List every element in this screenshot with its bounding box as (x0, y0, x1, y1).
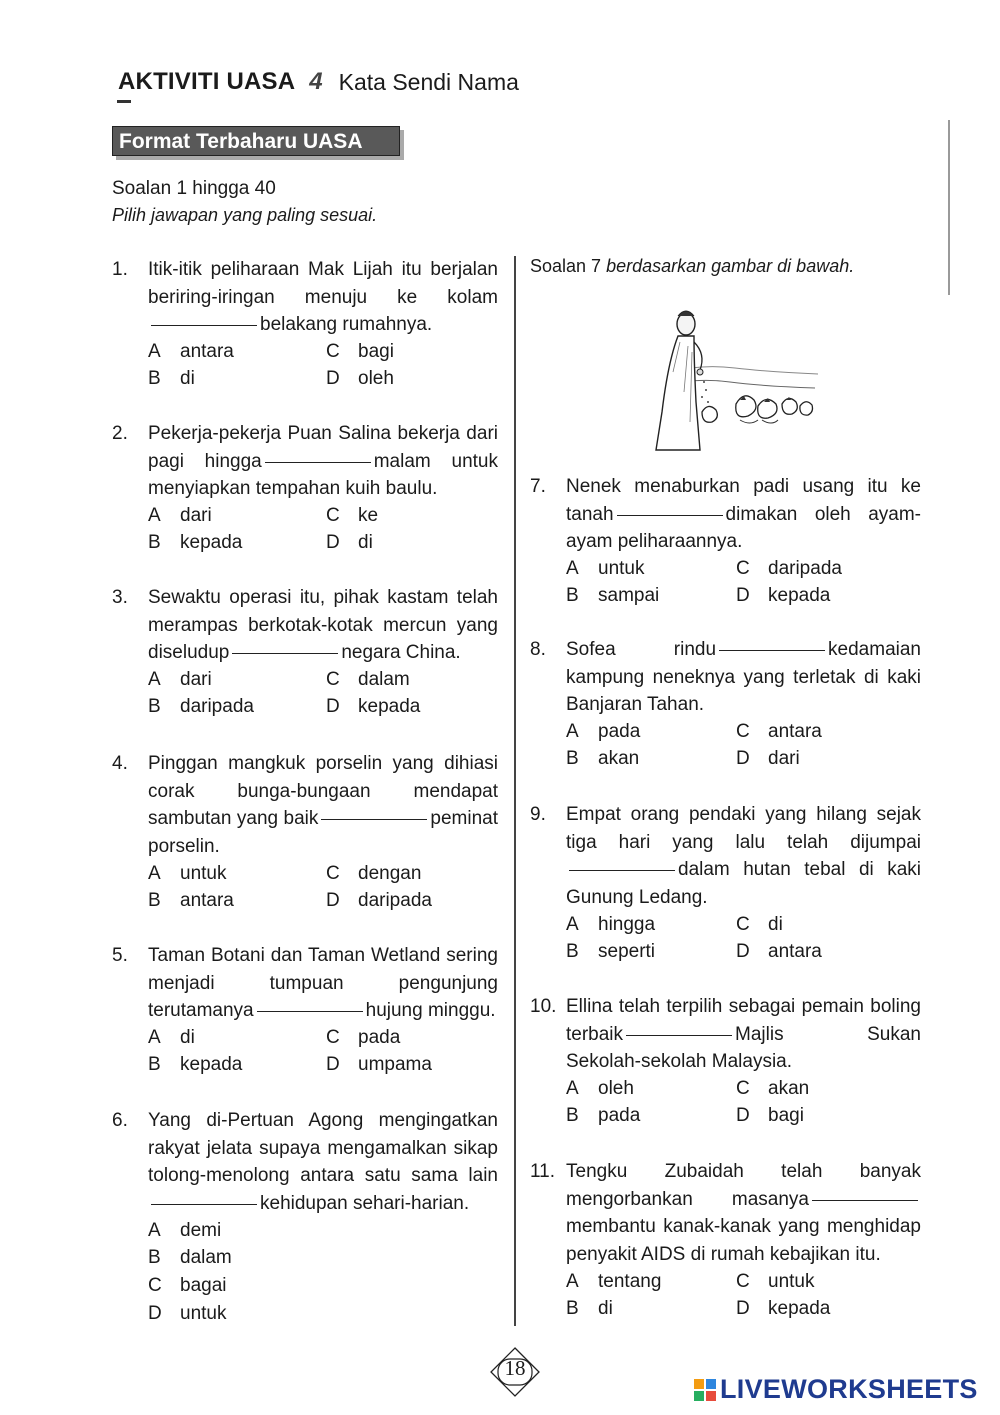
option-a[interactable]: A untuk (566, 558, 645, 579)
option-d[interactable]: D kepada (736, 585, 831, 606)
question-3 (112, 584, 512, 724)
question-text: Yang di-Pertuan Agong mengingatkan rakyat jelata supaya mengamalkan sikap tolong-menolong antara satu sama lainkehidupan sehari-harian. (148, 1110, 498, 1214)
option-d[interactable]: D umpama (326, 1054, 432, 1075)
option-d[interactable]: D daripada (326, 890, 432, 911)
option-c[interactable]: C akan (736, 1078, 810, 1099)
activity-title: AKTIVITI UASA (118, 68, 296, 95)
grandmother-feeding-chickens-illustration (640, 302, 820, 452)
option-b[interactable]: B antara (148, 890, 234, 911)
instruction-subtitle: Pilih jawapan yang paling sesuai. (112, 205, 378, 225)
option-a[interactable]: A hingga (566, 914, 656, 935)
column-divider (514, 256, 516, 1326)
option-d[interactable]: D kepada (326, 696, 421, 717)
option-d[interactable]: D bagi (736, 1105, 804, 1126)
question-number: 11. (530, 1161, 556, 1182)
option-b[interactable]: B pada (566, 1105, 641, 1126)
question-number: 6. (112, 1110, 128, 1131)
question-5 (112, 942, 512, 1082)
option-b[interactable]: B kepada (148, 532, 243, 553)
question-number: 5. (112, 945, 128, 966)
answer-blank[interactable] (626, 1034, 732, 1036)
option-c[interactable]: C dalam (326, 669, 410, 690)
option-b[interactable]: B akan (566, 748, 640, 769)
question-number: 7. (530, 476, 546, 497)
option-d[interactable]: D kepada (736, 1298, 831, 1319)
option-a[interactable]: A oleh (566, 1078, 634, 1099)
answer-blank[interactable] (257, 1010, 363, 1012)
activity-number: 4 (309, 68, 323, 95)
question-text: Sewaktu operasi itu, pihak kastam telah merampas berkotak-kotak mercun yang diseludup negara China. (148, 587, 498, 663)
question-number: 9. (530, 804, 546, 825)
question-number: 4. (112, 753, 128, 774)
answer-blank[interactable] (719, 649, 825, 651)
option-a[interactable]: A untuk (148, 863, 227, 884)
answer-blank[interactable] (569, 869, 675, 871)
option-c[interactable]: C antara (736, 721, 822, 742)
question-number: 8. (530, 639, 546, 660)
answer-blank[interactable] (265, 461, 371, 463)
question-2 (112, 420, 512, 560)
question-number: 1. (112, 259, 128, 280)
instruction-title: Soalan 1 hingga 40 (112, 178, 276, 199)
question-text: Pekerja-pekerja Puan Salina bekerja dari pagi hingga malam untuk menyiapkan tempahan kuih baulu. (148, 423, 498, 499)
question-9 (530, 801, 930, 971)
question-number: 10. (530, 996, 557, 1017)
option-c[interactable]: C di (736, 914, 783, 935)
option-d[interactable]: D di (326, 532, 373, 553)
header-dash (117, 100, 131, 103)
option-c[interactable]: C dengan (326, 863, 422, 884)
question-text: Itik-itik peliharaan Mak Lijah itu berjalan beriring-iringan menuju ke kolambelakang rumahnya. (148, 259, 498, 335)
activity-subtitle: Kata Sendi Nama (338, 68, 519, 95)
question-1 (112, 256, 512, 396)
question-10 (530, 993, 930, 1133)
option-b[interactable]: B di (148, 368, 195, 389)
option-c[interactable]: C bagi (326, 341, 394, 362)
option-c[interactable]: C bagai (148, 1275, 227, 1296)
option-a[interactable]: A dari (148, 505, 212, 526)
option-a[interactable]: A pada (566, 721, 641, 742)
option-a[interactable]: A demi (148, 1220, 222, 1241)
page-edge-line (948, 120, 950, 295)
picture-reference-note: Soalan 7 berdasarkan gambar di bawah. (530, 256, 855, 276)
question-number: 2. (112, 423, 128, 444)
option-c[interactable]: C untuk (736, 1271, 815, 1292)
question-text: Ellina telah terpilih sebagai pemain boling terbaik Majlis Sukan Sekolah-sekolah Malaysia. (566, 996, 921, 1072)
liveworksheets-logo (694, 1374, 978, 1405)
question-7 (530, 473, 930, 613)
answer-blank[interactable] (232, 652, 338, 654)
question-text: Empat orang pendaki yang hilang sejak tiga hari yang lalu telah dijumpaidalam hutan tebal di kaki Gunung Ledang. (566, 804, 921, 908)
page-number: 18 (504, 1356, 526, 1380)
liveworksheets-grid-icon (694, 1379, 716, 1401)
question-number: 3. (112, 587, 128, 608)
option-b[interactable]: B sampai (566, 585, 660, 606)
option-a[interactable]: A di (148, 1027, 195, 1048)
option-b[interactable]: B dalam (148, 1247, 232, 1268)
option-a[interactable]: A tentang (566, 1271, 662, 1292)
option-d[interactable]: D antara (736, 941, 822, 962)
question-text: Sofea rindu kedamaian kampung neneknya yang terletak di kaki Banjaran Tahan. (566, 639, 921, 715)
question-text: Taman Botani dan Taman Wetland sering menjadi tumpuan pengunjung terutamanya hujung minggu. (148, 945, 498, 1021)
option-d[interactable]: D oleh (326, 368, 394, 389)
page-header (118, 62, 519, 102)
question-text: Pinggan mangkuk porselin yang dihiasi corak bunga-bungaan mendapat sambutan yang baik peminat porselin. (148, 753, 498, 857)
answer-blank[interactable] (617, 514, 723, 516)
option-d[interactable]: D dari (736, 748, 800, 769)
question-4 (112, 750, 512, 920)
option-c[interactable]: C pada (326, 1027, 401, 1048)
question-11 (530, 1158, 930, 1328)
option-b[interactable]: B daripada (148, 696, 254, 717)
option-b[interactable]: B kepada (148, 1054, 243, 1075)
option-a[interactable]: A dari (148, 669, 212, 690)
answer-blank[interactable] (812, 1199, 918, 1201)
option-a[interactable]: A antara (148, 341, 234, 362)
option-c[interactable]: C ke (326, 505, 379, 526)
question-text: Nenek menaburkan padi usang itu ke tanah dimakan oleh ayam-ayam peliharaannya. (566, 476, 921, 552)
format-banner: Format Terbaharu UASA (112, 126, 400, 156)
question-6 (112, 1107, 512, 1327)
option-c[interactable]: C daripada (736, 558, 842, 579)
liveworksheets-wordmark: LIVEWORKSHEETS (720, 1374, 978, 1404)
question-text: Tengku Zubaidah telah banyak mengorbankan masanyamembantu kanak-kanak yang menghidap penyakit AIDS di rumah kebajikan itu. (566, 1161, 921, 1265)
option-b[interactable]: B di (566, 1298, 613, 1319)
answer-blank[interactable] (321, 818, 427, 820)
answer-blank[interactable] (151, 324, 257, 326)
answer-blank[interactable] (151, 1203, 257, 1205)
option-d[interactable]: D untuk (148, 1303, 227, 1324)
question-8 (530, 636, 930, 776)
option-b[interactable]: B seperti (566, 941, 656, 962)
